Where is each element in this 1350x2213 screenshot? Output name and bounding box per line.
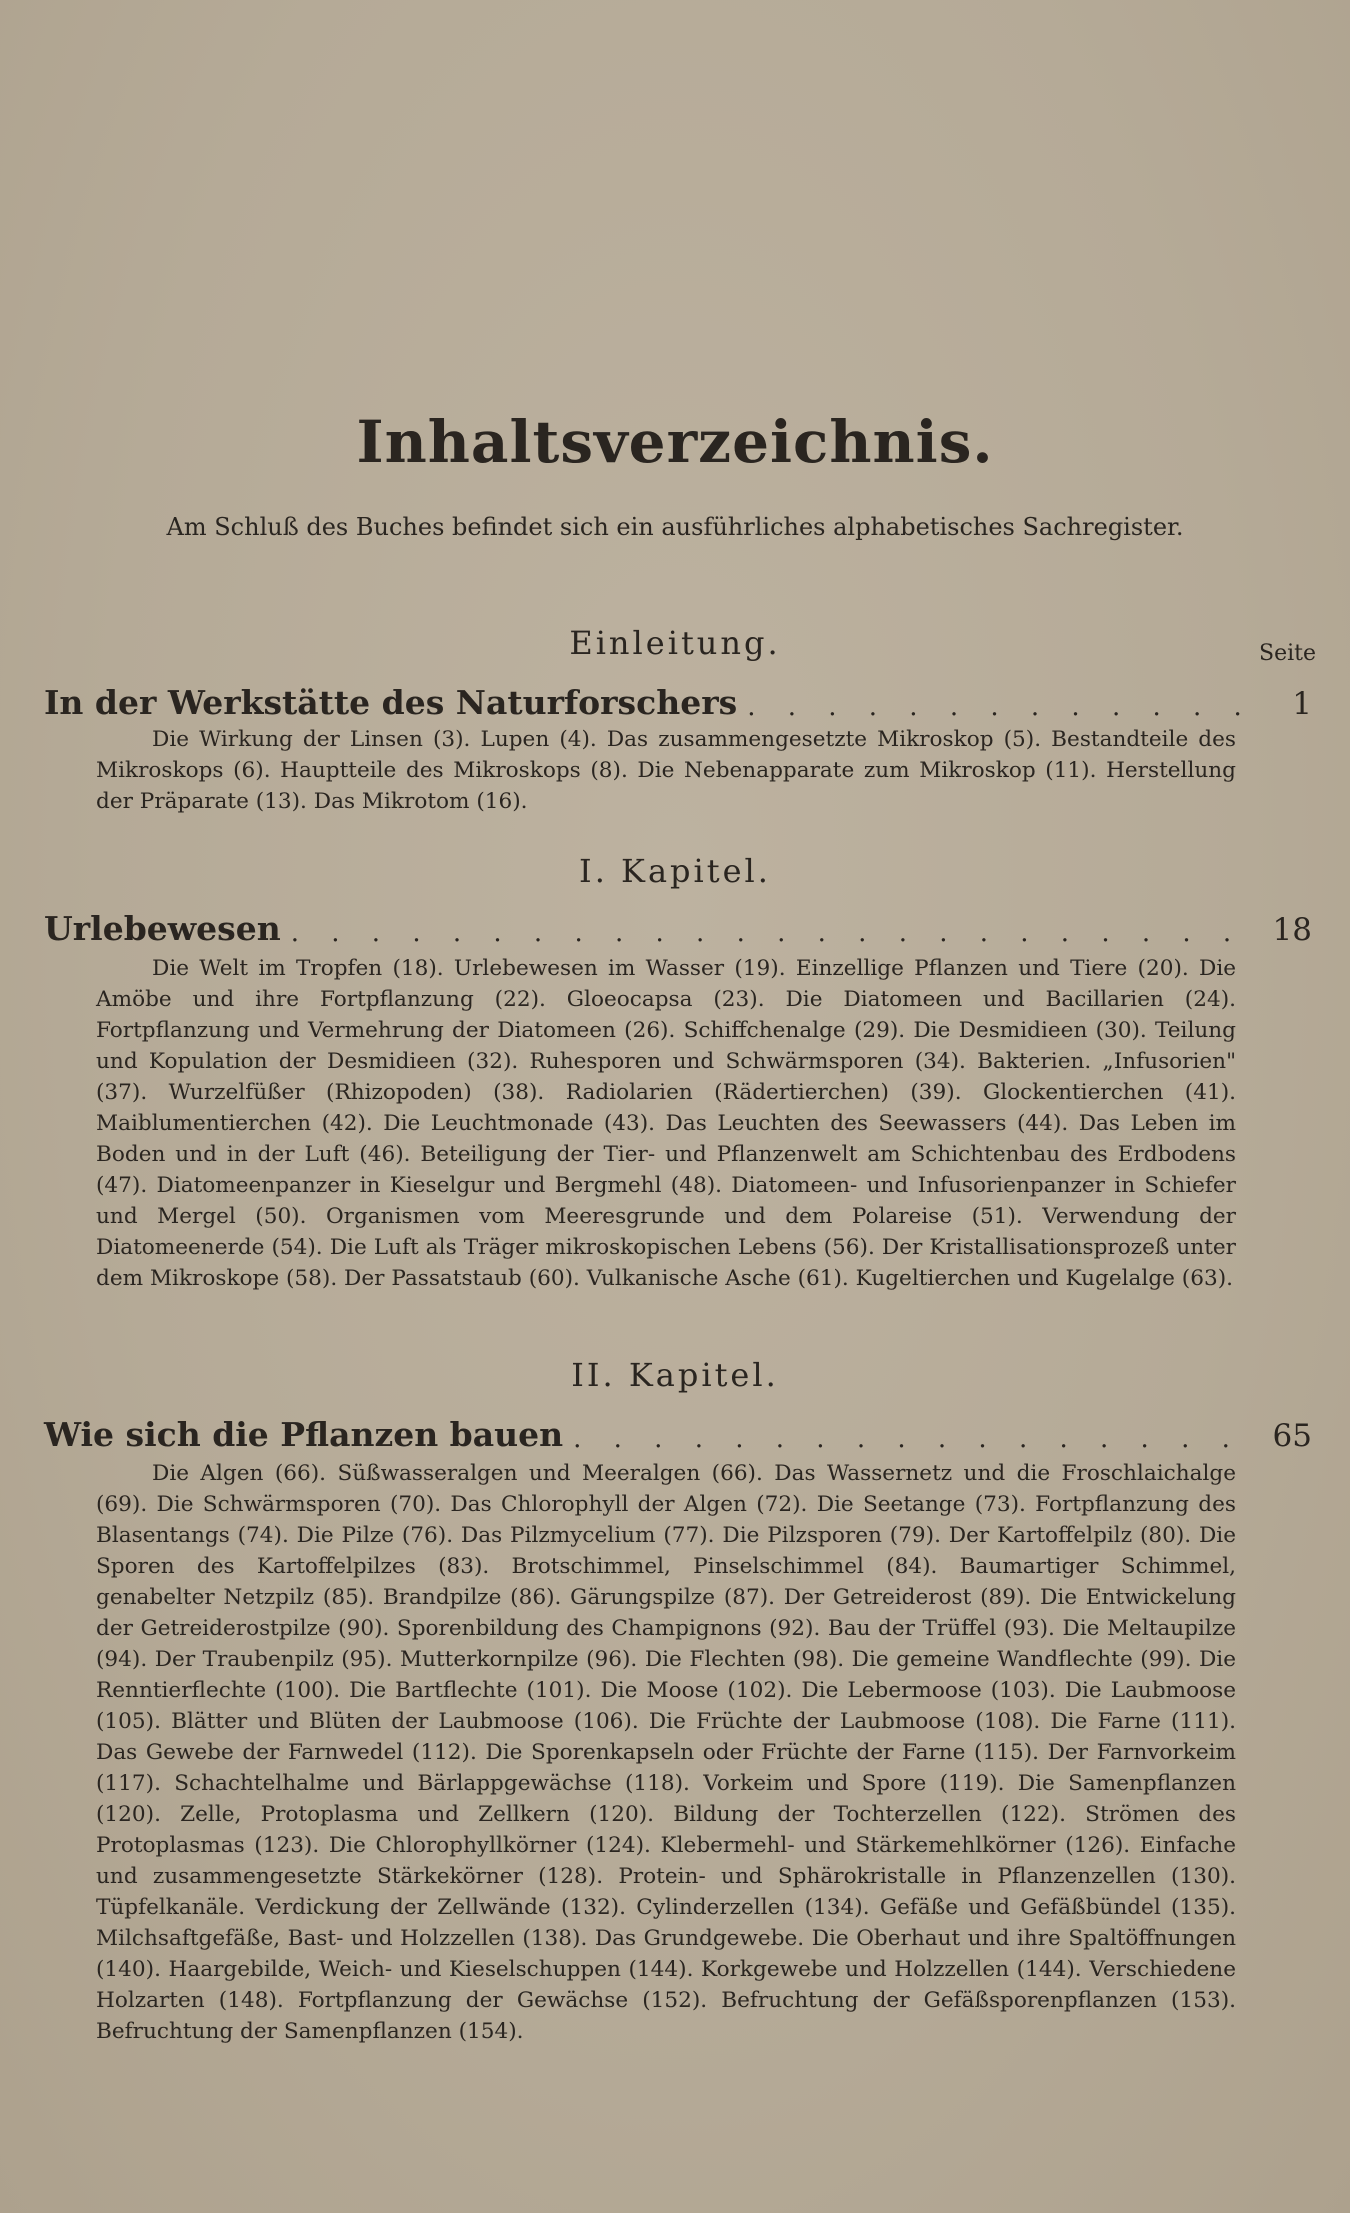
toc-entry[interactable] [44, 676, 1312, 722]
page-subtitle: Am Schluß des Buches befindet sich ein ausführliches alphabetisches Sachregister. [166, 513, 1184, 541]
toc-entry-contents: Die Welt im Tropfen (18). Urlebewesen im Wasser (19). Einzellige Pflanzen und Tiere (20). Die Amöbe und ihre Fortpflanzung (22). Gloeocapsa (23). Die Diatomeen und Bacillarien (24). Fortpflanzung und Vermehrung der Diatomeen (26). Schiffchenalge (29). Die Desmidieen (30). Teilung und Kopulation der Desmidieen (32). Ruhesporen und Schwärmsporen (34). Bakterien. „Infusorien" (37). Wurzelfüßer (Rhizopoden) (38). Radiolarien (Rädertierchen) (39). Glockentierchen (41). Maiblumentierchen (42). Die Leuchtmonade (43). Das Leuchten des Seewassers (44). Das Leben im Boden und in der Luft (46). Beteiligung der Tier- und Pflanzenwelt am Schichtenbau des Erdbodens (47). Diatomeenpanzer in Kieselgur und Bergmehl (48). Diatomeen- und Infusorienpanzer in Schiefer und Mergel (50). Organismen vom Meeresgrunde und dem Polareise (51). Verwendung der Diatomeenerde (54). Die Luft als Träger mikroskopischen Lebens (56). Der Kristallisationsprozeß unter dem Mikroskope (58). Der Passatstaub (60). Vulkanische Asche (61). Kugeltierchen und Kugelalge (63). [96, 956, 1236, 1291]
toc-entry-title: In der Werkstätte des Naturforschers [44, 683, 738, 722]
page-title: Inhaltsverzeichnis. [356, 408, 994, 476]
chapter-heading-2: II. Kapitel. [571, 1356, 779, 1394]
toc-entry-contents: Die Wirkung der Linsen (3). Lupen (4). Das zusammengesetzte Mikroskop (5). Bestandteile des Mikroskops (6). Hauptteile des Mikroskops (8). Die Nebenapparate zum Mikroskop (11). Herstellung der Präparate (13). Das Mikrotom (16). [96, 727, 1236, 814]
dot-leader [573, 1424, 1262, 1454]
toc-entry[interactable] [44, 1408, 1312, 1454]
page-column-label: Seite [1259, 641, 1316, 666]
toc-entry-page: 1 [1292, 686, 1312, 722]
toc-entry-contents: Die Algen (66). Süßwasseralgen und Meeralgen (66). Das Wassernetz und die Froschlaichalge (69). Die Schwärmsporen (70). Das Chlorophyll der Algen (72). Die Seetange (73). Fortpflanzung des Blasentangs (74). Die Pilze (76). Das Pilzmycelium (77). Die Pilzsporen (79). Der Kartoffelpilz (80). Die Sporen des Kartoffelpilzes (83). Brotschimmel, Pinselschimmel (84). Baumartiger Schimmel, genabelter Netzpilz (85). Brandpilze (86). Gärungspilze (87). Der Getreiderost (89). Die Entwickelung der Getreiderostpilze (90). Sporenbildung des Champignons (92). Bau der Trüffel (93). Die Meltaupilze (94). Der Traubenpilz (95). Mutterkornpilze (96). Die Flechten (98). Die gemeine Wandflechte (99). Die Renntierflechte (100). Die Bartflechte (101). Die Moose (102). Die Lebermoose (103). Die Laubmoose (105). Blätter und Blüten der Laubmoose (106). Die Früchte der Laubmoose (108). Die Farne (111). Das Gewebe der Farnwedel (112). Die Sporenkapseln oder Früchte der Farne (115). Der Farnvorkeim (117). Schachtelhalme und Bärlappgewächse (118). Vorkeim und Spore (119). Die Samenpflanzen (120). Zelle, Protoplasma und Zellkern (120). Bildung der Tochterzellen (122). Strömen des Protoplasmas (123). Die Chlorophyllkörner (124). Klebermehl- und Stärkemehlkörner (126). Einfache und zusammengesetzte Stärkekörner (128). Protein- und Sphärokristalle in Pflanzenzellen (130). Tüpfelkanäle. Verdickung der Zellwände (132). Cylinderzellen (134). Gefäße und Gefäßbündel (135). Milchsaftgefäße, Bast- und Holzzellen (138). Das Grundgewebe. Die Oberhaut und ihre Spaltöffnungen (140). Haargebilde, Weich- und Kieselschuppen (144). Korkgewebe und Holzzellen (144). Verschiedene Holzarten (148). Fortpflanzung der Gewächse (152). Befruchtung der Gefäßsporenpflanzen (153). Befruchtung der Samenpflanzen (154). [96, 1461, 1236, 2044]
dot-leader [291, 918, 1263, 948]
chapter-heading-1: I. Kapitel. [579, 852, 771, 890]
toc-entry-page: 65 [1272, 1418, 1312, 1454]
chapter-heading-einleitung: Einleitung. [569, 624, 781, 662]
dot-leader [747, 692, 1266, 722]
toc-entry[interactable] [44, 902, 1312, 948]
toc-entry-title: Wie sich die Pflanzen bauen [44, 1415, 564, 1454]
toc-entry-page: 18 [1272, 912, 1312, 948]
toc-entry-title: Urlebewesen [44, 909, 281, 948]
